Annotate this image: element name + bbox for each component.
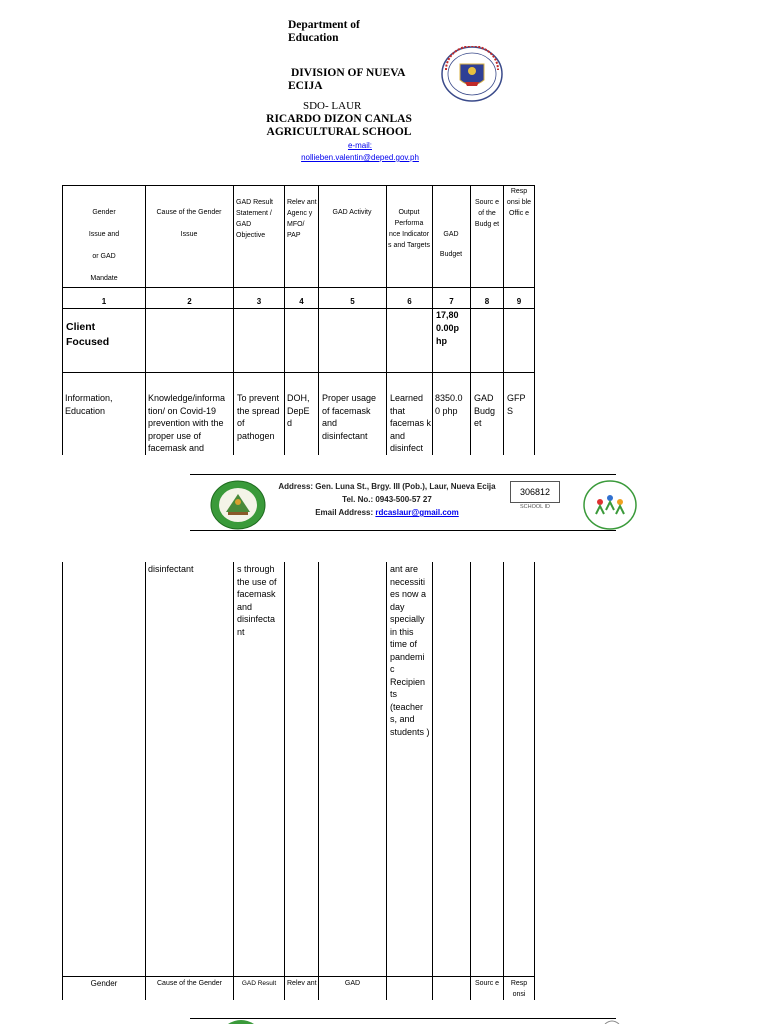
col-header-gender-issue: Gender Issue and or GAD Mandate	[88, 209, 120, 282]
row2-gad-activity: Proper usage of facemask and disinfectant	[322, 393, 377, 441]
sdo-label: SDO- LAUR	[303, 100, 362, 112]
next-page-logo-fragment	[604, 1018, 620, 1024]
header-email-label: e-mail:	[347, 141, 372, 150]
col-number: 9	[516, 297, 522, 306]
row2-gad-result: To prevent the spread of pathogen	[237, 393, 280, 441]
row2-office: GFP S	[507, 393, 526, 416]
deped-seal-logo	[440, 46, 504, 102]
footer-address: Address: Gen. Luna St., Brgy. III (Pob.), Laur, Nueva Ecija	[278, 482, 496, 491]
row2-cause: Knowledge/informa tion/ on Covid-19 prevention with the proper use of facemask and	[148, 393, 226, 453]
page2-output-cont: ant are necessiti es now a day specially in this time of pandemi c Recipien ts (teacher s, and students )	[390, 564, 430, 737]
bottom-header-agency: Relev ant	[287, 980, 317, 987]
division-title: DIVISION OF NUEVA ECIJA	[288, 67, 405, 92]
row-client-focused: Client Focused	[66, 321, 110, 348]
row2-gender-issue: Information, Education	[65, 393, 113, 416]
school-name: RICARDO DIZON CANLAS AGRICULTURAL SCHOOL	[266, 113, 412, 138]
department-title: Department of Education	[288, 19, 360, 44]
col-number: 5	[350, 297, 355, 306]
footer-email-link[interactable]: rdcaslaur@gmail.com	[375, 508, 459, 517]
col-number: 6	[407, 297, 412, 306]
row-total-budget: 17,80 0.00p hp	[436, 310, 460, 346]
col-number: 4	[299, 297, 304, 306]
footer-email-label: Email Address:	[315, 508, 374, 517]
bottom-header-gad: GAD	[344, 980, 361, 987]
row2-budget: 8350.0 0 php	[435, 393, 463, 416]
bottom-header-office: Resp onsi	[510, 980, 528, 998]
bottom-header-source: Sourc e	[474, 980, 500, 987]
page2-gad-result-cont: s through the use of facemask and disinfecta nt	[237, 564, 277, 637]
bottom-header-gender: Gender	[90, 979, 118, 988]
school-id-box: 306812	[510, 481, 560, 503]
next-page-logo-fragment	[226, 1018, 256, 1024]
col-header-output: Output Performa nce Indicator s and Targets	[388, 209, 430, 249]
child-friendly-school-logo	[583, 480, 637, 530]
col-header-office: Resp onsi ble Offic e	[506, 188, 532, 217]
col-header-agency: Relev ant Agenc y MFO/ PAP	[287, 199, 317, 239]
col-number: 8	[484, 297, 490, 306]
row2-output: Learned that facemas k and disinfect	[390, 393, 431, 453]
col-number: 7	[449, 297, 454, 306]
row2-source: GAD Budg et	[474, 393, 496, 428]
footer-contact	[272, 480, 502, 519]
col-header-gad-budget: GAD Budget	[439, 231, 463, 258]
col-header-gad-activity: GAD Activity	[332, 209, 372, 216]
col-header-source: Sourc e of the Budg et	[474, 199, 500, 228]
header-email[interactable]	[280, 140, 440, 164]
footer-email-line	[272, 506, 502, 519]
school-logo	[210, 480, 266, 530]
col-header-gad-result: GAD Result Statement / GAD Objective	[236, 199, 273, 239]
col-number: 1	[101, 297, 107, 306]
header-email-address[interactable]: nollieben.valentin@deped.gov.ph	[301, 153, 419, 162]
page2-cause-cont: disinfectant	[148, 564, 194, 574]
school-id-label: SCHOOL ID	[519, 504, 551, 510]
bottom-header-gad-result: GAD Result	[241, 980, 277, 987]
col-header-cause: Cause of the Gender Issue	[156, 209, 222, 238]
row2-agency: DOH, DepE d	[287, 393, 310, 428]
col-number: 2	[187, 297, 192, 306]
footer-tel: Tel. No.: 0943-500-57 27	[342, 495, 432, 504]
bottom-header-cause: Cause of the Gender	[157, 980, 222, 987]
col-number: 3	[256, 297, 262, 306]
